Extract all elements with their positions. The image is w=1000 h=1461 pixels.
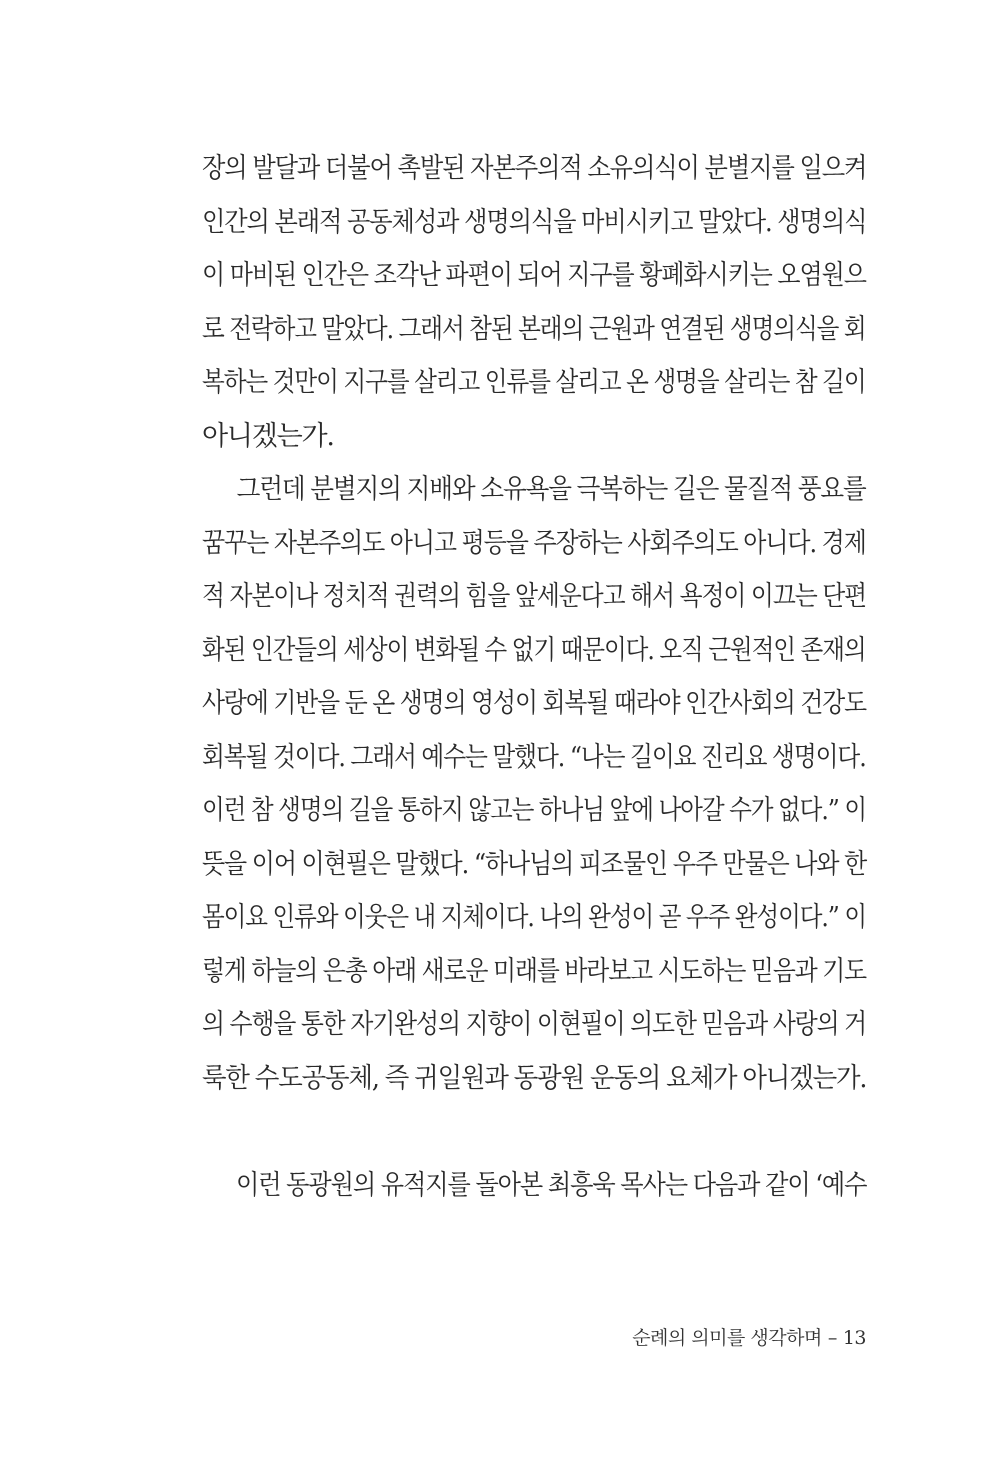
text-line: 사랑에 기반을 둔 온 생명의 영성이 회복될 때라야 인간사회의 건강도 (202, 688, 867, 719)
text-line: 렇게 하늘의 은총 아래 새로운 미래를 바라보고 시도하는 믿음과 기도 (202, 955, 867, 987)
text-line: 화된 인간들의 세상이 변화될 수 없기 때문이다. 오직 근원적인 존재의 (202, 634, 866, 666)
text-line: 몸이요 인류와 이웃은 내 지체이다. 나의 완성이 곧 우주 완성이다.” 이 (202, 902, 866, 933)
text-line: 장의 발달과 더불어 촉발된 자본주의적 소유의식이 분별지를 일으켜 (202, 153, 867, 184)
text-line: 회복될 것이다. 그래서 예수는 말했다. “나는 길이요 진리요 생명이다. (202, 741, 866, 773)
footer-separator: – (827, 1327, 837, 1349)
paragraph (202, 469, 866, 1111)
text-line: 아니겠는가. (202, 420, 334, 452)
page-number: 13 (842, 1327, 866, 1349)
text-line: 이런 동광원의 유적지를 돌아본 최흥욱 목사는 다음과 같이 ‘예수 (235, 1169, 867, 1201)
body-text (202, 148, 866, 1218)
paragraph (202, 1165, 866, 1219)
text-line: 꿈꾸는 자본주의도 아니고 평등을 주장하는 사회주의도 아니다. 경제 (202, 527, 866, 559)
text-line: 뜻을 이어 이현필은 말했다. “하나님의 피조물인 우주 만물은 나와 한 (202, 848, 867, 880)
text-line: 그런데 분별지의 지배와 소유욕을 극복하는 길은 물질적 풍요를 (236, 474, 866, 505)
text-line: 이 마비된 인간은 조각난 파편이 되어 지구를 황폐화시키는 오염원으 (202, 260, 866, 291)
text-line: 룩한 수도공동체, 즉 귀일원과 동광원 운동의 요체가 아니겠는가. (202, 1062, 867, 1094)
text-line: 인간의 본래적 공동체성과 생명의식을 마비시키고 말았다. 생명의식 (202, 206, 867, 238)
text-line: 로 전락하고 말았다. 그래서 참된 본래의 근원과 연결된 생명의식을 회 (202, 313, 866, 345)
running-title: 순례의 의미를 생각하며 (632, 1327, 822, 1349)
text-line: 이런 참 생명의 길을 통하지 않고는 하나님 앞에 나아갈 수가 없다.” 이 (202, 795, 867, 826)
paragraph (202, 148, 866, 469)
text-line: 의 수행을 통한 자기완성의 지향이 이현필이 의도한 믿음과 사랑의 거 (202, 1009, 867, 1040)
text-line: 적 자본이나 정치적 권력의 힘을 앞세운다고 해서 욕정이 이끄는 단편 (202, 581, 867, 612)
text-line: 복하는 것만이 지구를 살리고 인류를 살리고 온 생명을 살리는 참 길이 (202, 367, 866, 398)
page-footer (632, 1324, 866, 1352)
paragraph-gap (202, 1111, 866, 1165)
